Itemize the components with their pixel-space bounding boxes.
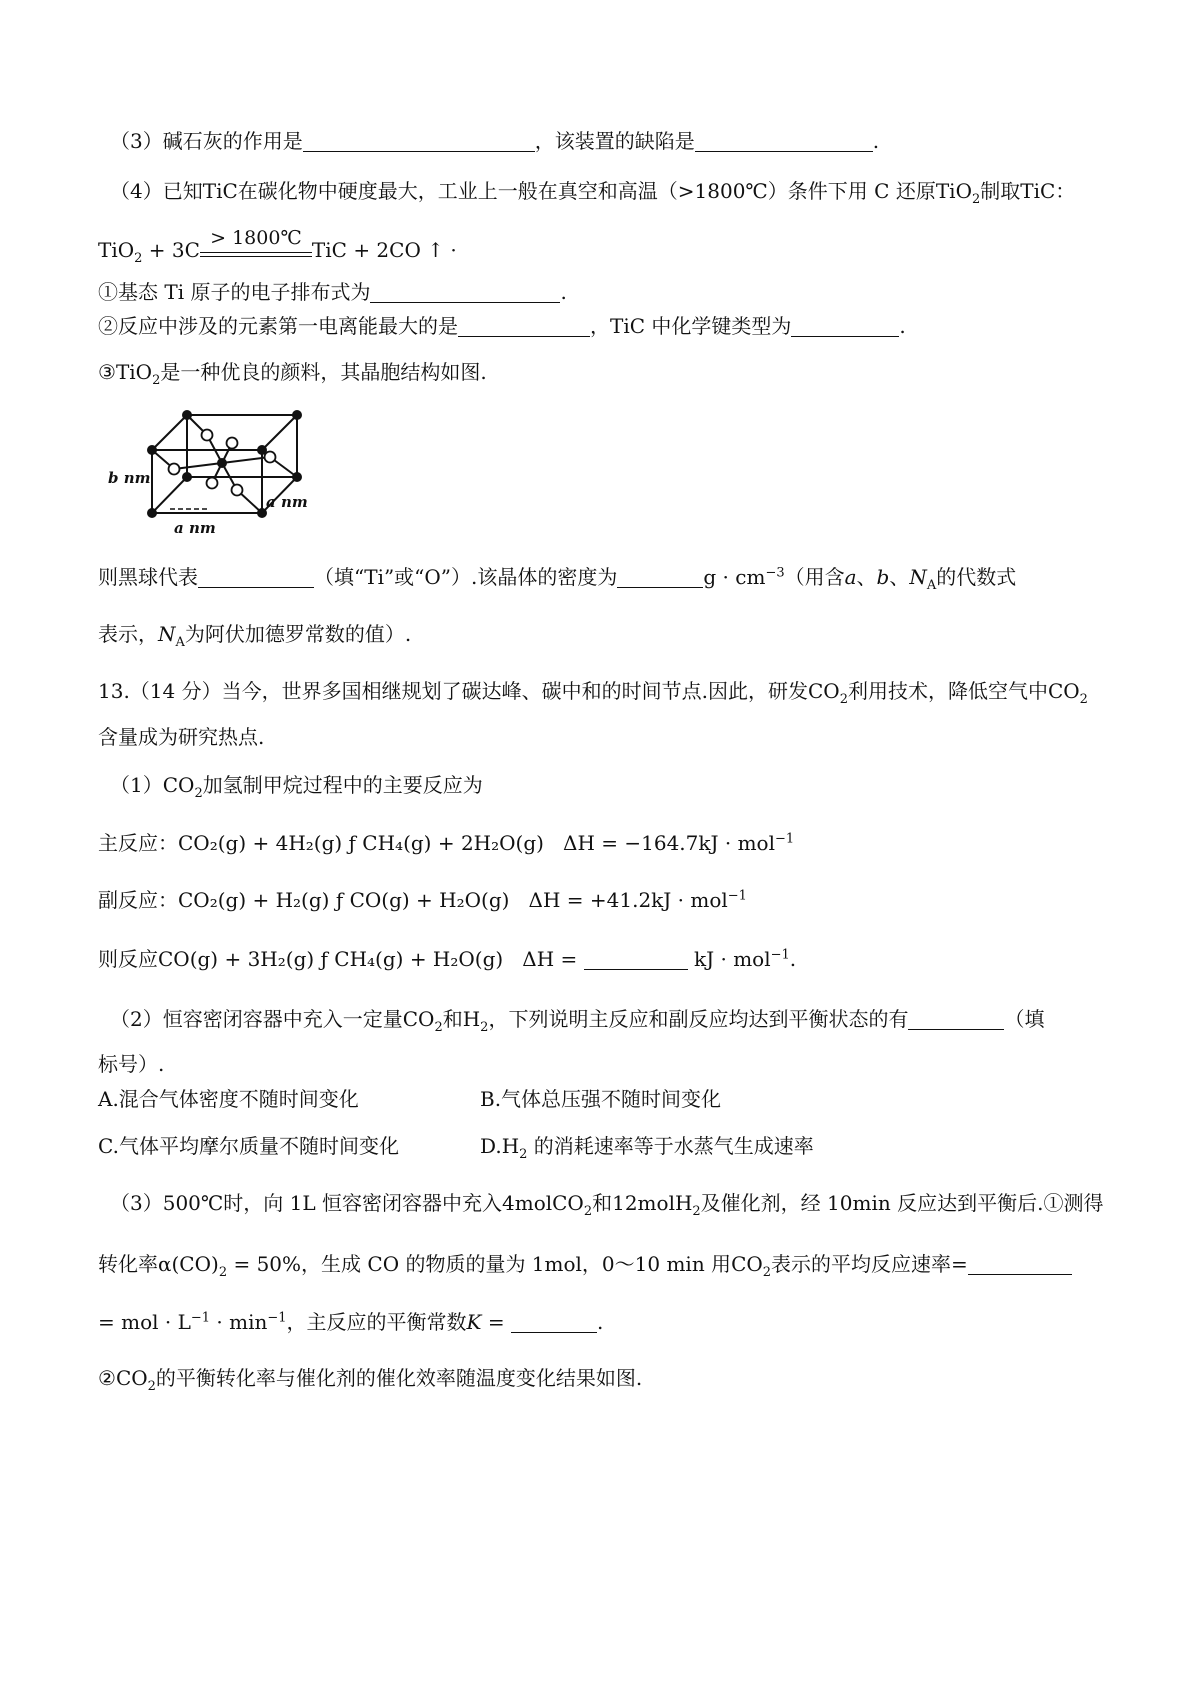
q13-heading: 13.（14 分）当今，世界多国相继规划了碳达峰、碳中和的时间节点.因此，研发$CO_2$利用技术，降低空气中$CO_2$ — [98, 679, 1088, 707]
q13-heading-cont: 含量成为研究热点. — [98, 725, 265, 749]
q12-sub2: ②反应中涉及的元素第一电离能最大的是 ，TiC 中化学键类型为 . — [98, 314, 906, 338]
q13-part1: $(1)CO_2$加氢制甲烷过程中的主要反应为 — [110, 773, 483, 801]
q13-part3: （3）500℃时，向 1L 恒容密闭容器中充入4molCO$_2$和12molH$_2$及催化剂，经 10min 反应达到平衡后.①测得 — [110, 1191, 1104, 1219]
figure-label-b: b nm — [108, 469, 151, 487]
answer-blank[interactable] — [370, 282, 560, 303]
q13-part3-sub2: $②CO_2$的平衡转化率与催化剂的催化效率随温度变化结果如图. — [98, 1366, 643, 1394]
option-d[interactable]: $D.H_2$ 的消耗速率等于水蒸气生成速率 — [480, 1134, 814, 1162]
q12-part4: （4）已知TiC在碳化物中硬度最大，工业上一般在真空和高温（>1800℃）条件下用 C 还原TiO$_2$制取TiC： — [110, 179, 1076, 207]
answer-blank[interactable] — [303, 131, 535, 152]
answer-blank[interactable] — [458, 316, 590, 337]
option-a[interactable]: A.混合气体密度不随时间变化 — [98, 1087, 359, 1111]
answer-blank[interactable] — [198, 567, 314, 588]
q12-fill-line1: 则黑球代表 （填“Ti”或“O”）.该晶体的密度为 $g \cdot cm^{-3}$（用含a、b、$N_A$的代数式 — [98, 565, 1017, 593]
q13-part3-line3: = mol · $L^{-1} \cdot \min^{-1}$，主反应的平衡常数K = . — [98, 1310, 604, 1334]
answer-blank[interactable] — [908, 1009, 1004, 1030]
answer-blank[interactable] — [791, 316, 899, 337]
main-reaction: 主反应：CO₂(g) + 4H₂(g) ƒ CH₄(g) + 2H₂O(g) ΔH = −164.7kJ · mol$^{-1}$ — [98, 831, 795, 855]
q13-part2: （2）恒容密闭容器中充入一定量$CO_2$和$H_2$，下列说明主反应和副反应均达到平衡状态的有 （填 — [110, 1007, 1045, 1035]
q13-part2-cont: 标号）. — [98, 1052, 165, 1076]
option-b[interactable]: B.气体总压强不随时间变化 — [480, 1087, 722, 1111]
reaction-equation: TiO$_2$ + 3C > 1800℃ TiC + 2CO ↑ · — [98, 227, 457, 266]
q12-sub1: ①基态 Ti 原子的电子排布式为 . — [98, 280, 567, 304]
q12-part3: （3）碱石灰的作用是 ，该装置的缺陷是 . — [110, 129, 880, 153]
q12-fill-line2: 表示，$N_A$为阿伏加德罗常数的值）. — [98, 622, 412, 650]
answer-blank[interactable] — [695, 131, 873, 152]
target-reaction: 则反应CO(g) + 3H₂(g) ƒ CH₄(g) + H₂O(g) ΔH = kJ · mol$^{-1}$. — [98, 947, 797, 971]
figure-label-a-bottom: a nm — [174, 519, 216, 537]
answer-blank[interactable] — [511, 1312, 597, 1333]
option-c[interactable]: C.气体平均摩尔质量不随时间变化 — [98, 1134, 399, 1158]
figure-label-a-right: a nm — [266, 493, 308, 511]
answer-blank[interactable] — [968, 1254, 1072, 1275]
side-reaction: 副反应：CO₂(g) + H₂(g) ƒ CO(g) + H₂O(g) ΔH = +41.2kJ · mol$^{-1}$ — [98, 888, 747, 912]
answer-blank[interactable] — [617, 567, 703, 588]
answer-blank[interactable] — [584, 949, 688, 970]
equals-condition: > 1800℃ — [200, 254, 312, 257]
q12-sub3: ③TiO$_2$是一种优良的颜料，其晶胞结构如图. — [98, 360, 487, 388]
q13-part3-line2: 转化率$\alpha(CO)_2 = 50\%$，生成 CO 的物质的量为 1mol，0～10 min 用$CO_2$表示的平均反应速率= — [98, 1250, 1072, 1278]
